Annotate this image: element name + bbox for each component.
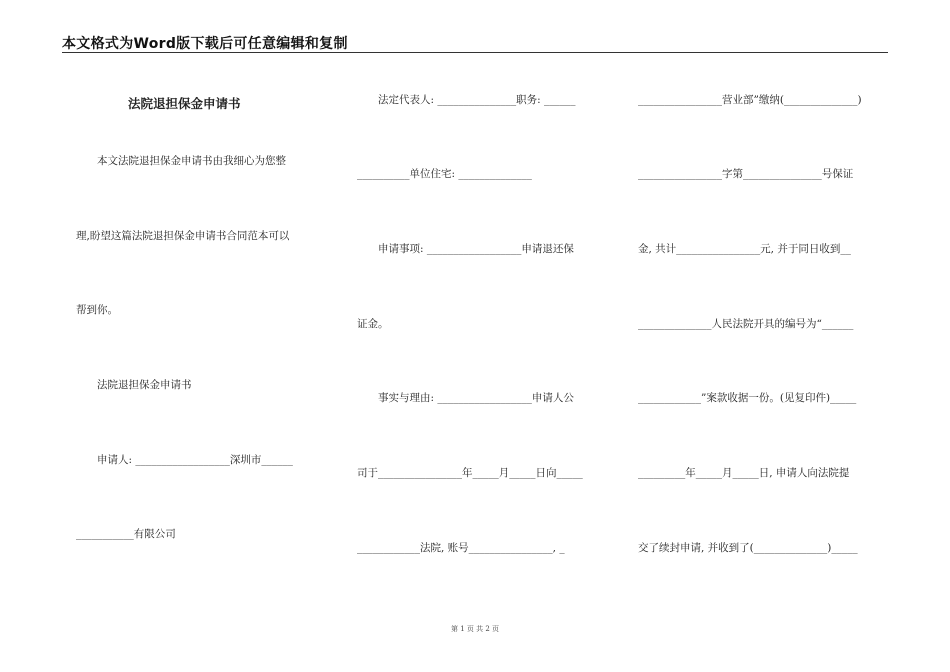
text-line: 法院退担保金申请书 (76, 379, 192, 391)
text-line: 申请事项: __________________申请退还保 (357, 243, 574, 255)
text-line: 理,盼望这篇法院退担保金申请书合同范本可以 (76, 230, 290, 242)
text-line: ________________字第_______________号保证 (638, 168, 854, 180)
text-line: 本文法院退担保金申请书由我细心为您整 (76, 155, 286, 167)
text-line: 申请人: __________________深圳市______ (76, 454, 293, 466)
text-line: 交了续封申请, 并收到了(______________)_____ (638, 542, 858, 554)
document-title: 法院退担保金申请书 (128, 96, 241, 111)
text-line: _________年_____月_____日, 申请人向法院提 (638, 467, 850, 479)
text-line: ______________人民法院开具的编号为“______ (638, 318, 854, 330)
text-line: 司于________________年_____月_____日向_____ (357, 467, 583, 479)
text-line: 金, 共计________________元, 并于同日收到__ (638, 243, 851, 255)
text-line: 事实与理由: __________________申请人公 (357, 392, 574, 404)
page-footer: 第 1 页 共 2 页 (450, 625, 500, 633)
text-line: ___________有限公司 (76, 528, 176, 540)
text-line: ____________”案款收据一份。(见复印件)_____ (638, 392, 857, 404)
text-line: ____________法院, 账号________________, _ (357, 542, 565, 554)
text-line: ________________营业部”缴纳(______________) (638, 94, 862, 106)
text-line: 法定代表人: _______________职务: ______ (357, 94, 576, 106)
text-line: 证金。 (357, 318, 389, 330)
header-rule (62, 52, 888, 53)
text-line: __________单位住宅: ______________ (357, 168, 532, 180)
document-header: 本文格式为Word版下载后可任意编辑和复制 (62, 36, 348, 52)
text-line: 帮到你。 (76, 304, 118, 316)
